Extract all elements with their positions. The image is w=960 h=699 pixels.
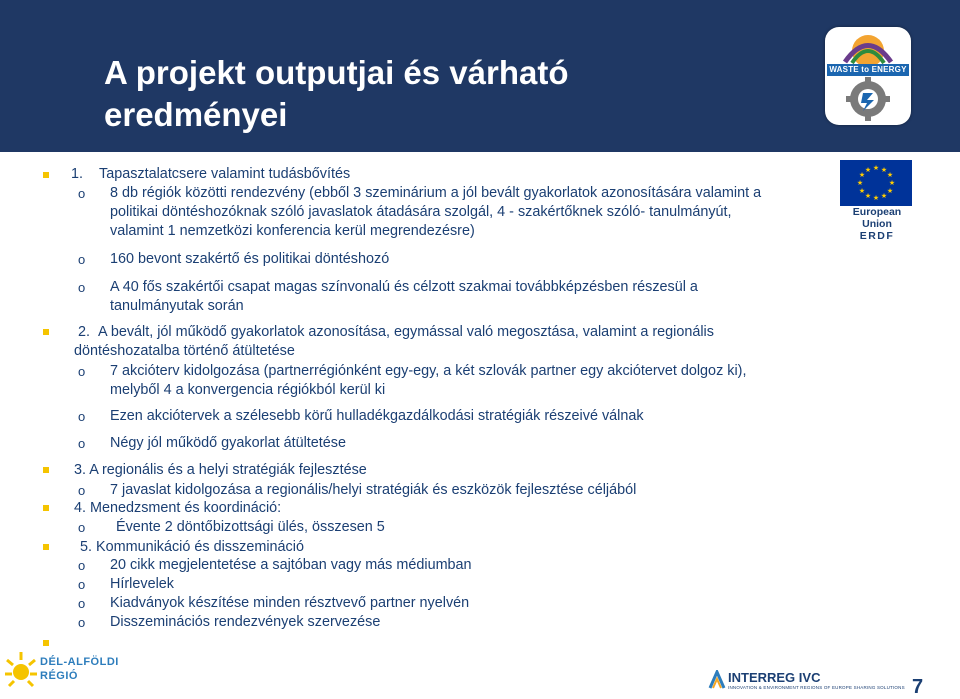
region-label-2: RÉGIÓ (40, 670, 78, 682)
sun-icon (4, 650, 38, 690)
svg-text:★: ★ (880, 192, 888, 200)
sub-item-text: Négy jól működő gyakorlat átültetése (110, 435, 346, 451)
bullet-square-icon (43, 467, 49, 473)
bullet-circle-icon: o (78, 483, 86, 498)
bullet-circle-icon: o (78, 577, 86, 592)
sub-item-text: A 40 fős szakértői csapat magas színvonalú és célzott szakmai továbbképzésben részesül a (110, 279, 698, 295)
sub-item-text: tanulmányutak során (110, 298, 244, 314)
waste-to-energy-logo (825, 27, 911, 125)
svg-text:★: ★ (872, 194, 880, 202)
bullet-circle-icon: o (78, 520, 86, 535)
sub-item-text: Hírlevelek (110, 576, 174, 592)
title-header (0, 0, 960, 152)
eu-label: European Union (852, 206, 902, 230)
list-item-2 (78, 323, 714, 342)
slide-title (104, 52, 744, 136)
svg-text:★: ★ (888, 179, 896, 187)
bullet-circle-icon: o (78, 615, 86, 630)
eu-erdf-logo (840, 160, 914, 243)
waste-to-energy-icon (825, 27, 911, 125)
list-item-1 (71, 165, 350, 184)
svg-text:★: ★ (880, 166, 888, 174)
bullet-circle-icon: o (78, 436, 86, 451)
sub-item-text: 7 akcióterv kidolgozása (partnerrégiónként egy-egy, a két szlovák partner egy akciótervet dolgoz ki), (110, 363, 747, 379)
sub-item-text: 160 bevont szakértő és politikai döntéshozó (110, 251, 390, 267)
list-item-4: 4. Menedzsment és koordináció: (74, 500, 282, 516)
item-number: 1. (71, 166, 84, 182)
sub-item-text: Ezen akciótervek a szélesebb körű hulladékgazdálkodási stratégiák részeivé válnak (110, 408, 644, 424)
erdf-label: ERDF (859, 230, 895, 242)
bullet-circle-icon: o (78, 409, 86, 424)
title-line-2: eredményei (104, 96, 288, 133)
svg-text:★: ★ (886, 171, 894, 179)
svg-text:★: ★ (864, 192, 872, 200)
bullet-circle-icon: o (78, 364, 86, 379)
interreg-label: INTERREG IVC (728, 670, 821, 685)
bullet-circle-icon: o (78, 280, 86, 295)
interreg-tagline: INNOVATION & ENVIRONMENT REGIONS OF EUROPE SHARING SOLUTIONS (728, 685, 905, 690)
bullet-square-icon (43, 172, 49, 178)
svg-text:★: ★ (856, 179, 864, 187)
bullet-square-icon (43, 505, 49, 511)
page-number: 7 (912, 676, 924, 698)
region-label: DÉL-ALFÖLDI (40, 656, 119, 668)
item-title: A bevált, jól működő gyakorlatok azonosítása, egymással való megosztása, valamint a regionális (98, 324, 714, 340)
list-item-3: 3. A regionális és a helyi stratégiák fejlesztése (74, 462, 367, 478)
svg-text:★: ★ (886, 187, 894, 195)
logo-label: WASTE to ENERGY (827, 64, 909, 76)
bullet-square-icon (43, 640, 49, 646)
sub-item-text: Évente 2 döntőbizottsági ülés, összesen 5 (116, 519, 385, 535)
eu-flag-icon (840, 160, 912, 206)
title-line-1: A projekt outputjai és várható (104, 54, 569, 91)
sub-item-text: Disszeminációs rendezvények szervezése (110, 614, 381, 630)
bullet-circle-icon: o (78, 596, 86, 611)
sub-item-text: Kiadványok készítése minden résztvevő partner nyelvén (110, 595, 470, 611)
sub-item-text: 20 cikk megjelentetése a sajtóban vagy más médiumban (110, 557, 472, 573)
item-title-cont: döntéshozatalba történő átültetése (74, 343, 295, 359)
del-alfoldi-regio-logo (4, 648, 119, 692)
interreg-icon (708, 670, 726, 690)
bullet-circle-icon: o (78, 252, 86, 267)
bullet-circle-icon: o (78, 558, 86, 573)
item-number: 2. (78, 324, 91, 340)
item-title: Tapasztalatcsere valamint tudásbővítés (99, 166, 351, 182)
interreg-logo (708, 668, 905, 696)
bullet-square-icon (43, 544, 49, 550)
sub-item-text: 7 javaslat kidolgozása a regionális/helyi stratégiák és eszközök fejlesztése céljából (110, 482, 637, 498)
list-item-5: 5. Kommunikáció és disszemináció (80, 539, 304, 555)
svg-text:★: ★ (858, 171, 866, 179)
svg-text:★: ★ (872, 164, 880, 172)
sub-item-text: melyből 4 a konvergencia régiókból kerül ki (110, 382, 386, 398)
bullet-square-icon (43, 329, 49, 335)
sub-item-text: politikai döntéshozóknak szóló javaslatok átadására szolgál, 4 - szakértőknek szóló- tanulmányút, (110, 204, 732, 220)
sub-item-text: 8 db régiók közötti rendezvény (ebből 3 szeminárium a jól bevált gyakorlatok azonosítására valamint a (110, 185, 762, 201)
sub-item-text: valamint 1 nemzetközi konferencia kerül megrendezésre) (110, 223, 475, 239)
svg-text:★: ★ (864, 166, 872, 174)
svg-text:★: ★ (858, 187, 866, 195)
bullet-circle-icon: o (78, 186, 86, 201)
